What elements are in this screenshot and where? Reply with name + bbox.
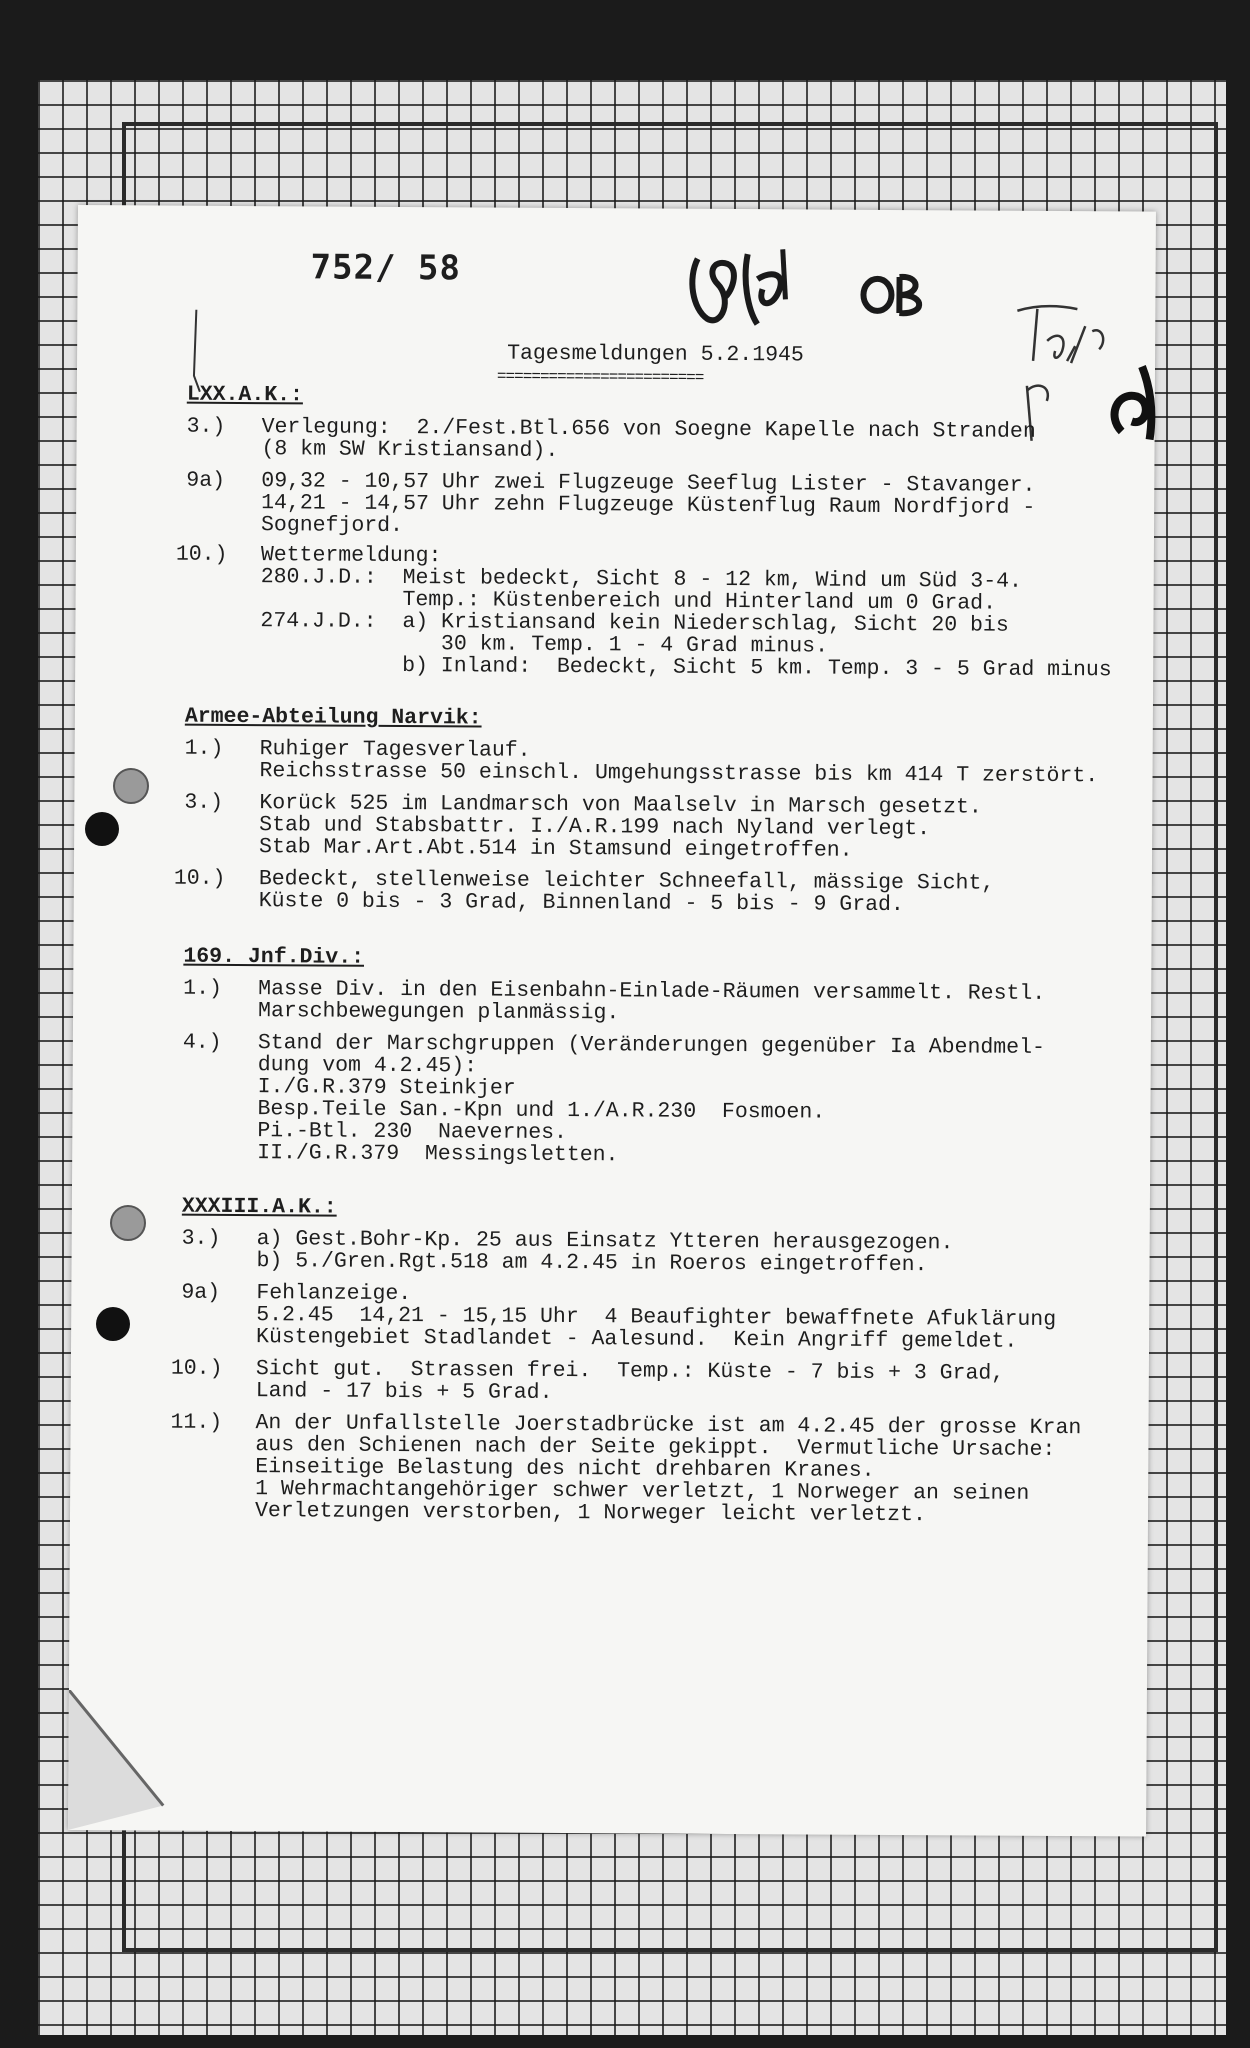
punch-hole [96, 1307, 130, 1341]
entry-number: 3.) [186, 414, 226, 439]
document-title: Tagesmeldungen 5.2.1945 [507, 341, 804, 368]
entry-line: 14,21 - 14,57 Uhr zehn Flugzeuge Küstenflug Raum Nordfjord - [261, 491, 1036, 520]
handwritten-paraph-mark [1102, 361, 1173, 446]
entry-line: 1 Wehrmachtangehöriger schwer verletzt, 1 Norweger an seinen [255, 1477, 1030, 1506]
entry-line: Marschbewegungen planmässig. [258, 999, 620, 1026]
entry-line: Reichsstrasse 50 einschl. Umgehungsstrasse bis km 414 T zerstört. [259, 759, 1099, 789]
entry-line: Einseitige Belastung des nicht drehbaren Kranes. [255, 1455, 875, 1483]
handwritten-ob-mark [857, 265, 937, 320]
title-underline: ======================== [496, 367, 704, 387]
section-heading-lxx: LXX.A.K.: [186, 382, 304, 408]
entry-line: b) 5./Gren.Rgt.518 am 4.2.45 in Roeros eingetroffen. [256, 1249, 928, 1278]
entry-number: 10.) [175, 542, 228, 567]
entry-number: 11.) [170, 1410, 223, 1435]
entry-line: 5.2.45 14,21 - 15,15 Uhr 4 Beaufighter bewaffnete Afuklärung [256, 1303, 1057, 1332]
entry-number: 9a) [181, 1280, 221, 1305]
handwritten-initials-stamp [677, 239, 808, 335]
entry-number: 10.) [170, 1356, 223, 1381]
entry-line: a) Gest.Bohr-Kp. 25 aus Einsatz Ytteren herausgezogen. [256, 1227, 954, 1256]
entry-line: b) Inland: Bedeckt, Sicht 5 km. Temp. 3 - 5 Grad minus [260, 653, 1112, 683]
entry-line: Korück 525 im Landmarsch von Maalselv in Marsch gesetzt. [259, 791, 982, 820]
entry-line: 274.J.D.: a) Kristiansand kein Niederschlag, Sicht 20 bis [260, 609, 1009, 638]
entry-line: Stab und Stabsbattr. I./A.R.199 nach Nyland verlegt. [259, 813, 931, 842]
entry-line: aus den Schienen nach der Seite gekippt. Vermutliche Ursache: [255, 1433, 1056, 1462]
entry-line: 09,32 - 10,57 Uhr zwei Flugzeuge Seeflug Lister - Stavanger. [261, 469, 1036, 498]
entry-line: An der Unfallstelle Joerstadbrücke ist am 4.2.45 der grosse Kran [255, 1411, 1082, 1441]
entry-line: Verlegung: 2./Fest.Btl.656 von Soegne Kapelle nach Stranden [261, 415, 1036, 444]
punch-hole [85, 812, 119, 846]
punch-hole [110, 1205, 146, 1241]
entry-line: Temp.: Küstenbereich und Hinterland um 0 Grad. [260, 587, 997, 616]
entry-line: Stab Mar.Art.Abt.514 in Stamsund eingetroffen. [259, 835, 853, 863]
entry-line: Ruhiger Tagesverlauf. [259, 737, 531, 763]
section-heading-narvik: Armee-Abteilung Narvik: [184, 704, 482, 731]
folded-page-corner [68, 1690, 189, 1831]
entry-line: Sognefjord. [260, 513, 404, 538]
file-number: 752/ 58 [310, 247, 462, 289]
entry-line: Wettermeldung: [260, 543, 442, 569]
entry-number: 1.) [184, 736, 224, 761]
entry-line: Pi.-Btl. 230 Naevernes. [257, 1119, 568, 1146]
entry-line: Sicht gut. Strassen frei. Temp.: Küste - 7 bis + 3 Grad, [255, 1357, 1005, 1386]
entry-line: Fehlanzeige. [256, 1281, 412, 1307]
entry-line: Besp.Teile San.-Kpn und 1./A.R.230 Fosmoen. [257, 1097, 826, 1125]
entry-line: Küste 0 bis - 3 Grad, Binnenland - 5 bis - 9 Grad. [258, 889, 904, 918]
entry-line: Land - 17 bis + 5 Grad. [255, 1379, 553, 1405]
entry-number: 3.) [181, 1226, 221, 1251]
section-heading-169-div: 169. Jnf.Div.: [183, 944, 365, 970]
entry-line: 30 km. Temp. 1 - 4 Grad minus. [260, 631, 829, 659]
entry-line: Küstengebiet Stadlandet - Aalesund. Kein Angriff gemeldet. [256, 1325, 1018, 1354]
entry-number: 9a) [186, 468, 226, 493]
entry-line: I./G.R.379 Steinkjer [257, 1075, 516, 1101]
entry-number: 4.) [182, 1030, 222, 1055]
entry-line: 280.J.D.: Meist bedeckt, Sicht 8 - 12 km, Wind um Süd 3-4. [260, 565, 1023, 594]
punch-hole [113, 768, 149, 804]
entry-line: Masse Div. in den Eisenbahn-Einlade-Räumen versammelt. Restl. [258, 977, 1046, 1006]
entry-line: Verletzungen verstorben, 1 Norweger leicht verletzt. [254, 1499, 927, 1528]
entry-line: Stand der Marschgruppen (Veränderungen gegenüber Ia Abendmel- [257, 1031, 1045, 1060]
entry-line: dung vom 4.2.45): [257, 1053, 478, 1079]
document-page [68, 205, 1156, 1837]
entry-number: 10.) [173, 866, 226, 891]
entry-number: 3.) [184, 790, 224, 815]
entry-line: (8 km SW Kristiansand). [261, 437, 559, 463]
entry-line: Bedeckt, stellenweise leichter Schneefall, mässige Sicht, [258, 867, 995, 896]
section-heading-xxxiii: XXXIII.A.K.: [181, 1194, 337, 1220]
entry-number: 1.) [183, 976, 223, 1001]
entry-line: II./G.R.379 Messingsletten. [257, 1141, 619, 1168]
